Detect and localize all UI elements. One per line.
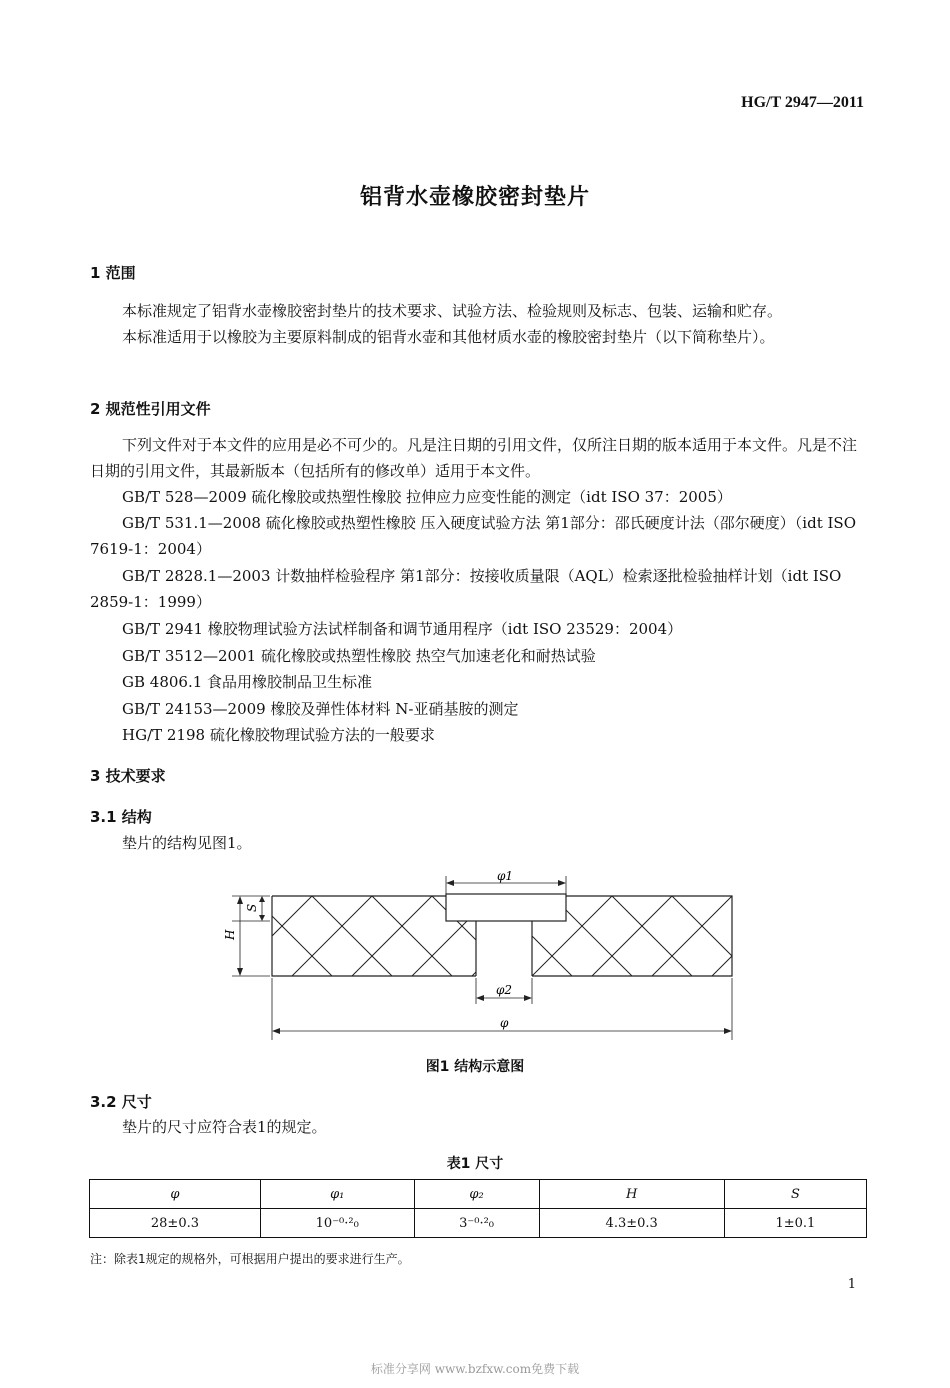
figure-caption: 图1 结构示意图 [425, 1059, 525, 1075]
ref-item: GB/T 24153—2009 橡胶及弹性体材料 N-亚硝基胺的测定 [122, 700, 519, 718]
section-2-heading: 2 规范性引用文件 [90, 400, 211, 418]
table-header-cell: φ₁ [260, 1180, 414, 1209]
document-title: 铝背水壶橡胶密封垫片 [359, 185, 590, 210]
table-header-cell: H [539, 1180, 724, 1209]
table-cell: 4.3±0.3 [539, 1209, 724, 1238]
table-cell: 1±0.1 [724, 1209, 866, 1238]
table-header-cell: φ₂ [414, 1180, 539, 1209]
table-header-cell: φ [90, 1180, 261, 1209]
section-1-para-2: 本标准适用于以橡胶为主要原料制成的铝背水壶和其他材质水壶的橡胶密封垫片（以下简称垫片）。 [122, 328, 775, 346]
section-3-1-para: 垫片的结构见图1。 [122, 834, 252, 852]
section-3-1-heading: 3.1 结构 [90, 808, 152, 826]
table-cell: 10⁻⁰·²₀ [260, 1209, 414, 1238]
ref-item: GB/T 528—2009 硫化橡胶或热塑性橡胶 拉伸应力应变性能的测定（idt ISO 37：2005） [122, 488, 732, 506]
section-3-2-heading: 3.2 尺寸 [90, 1093, 152, 1111]
table-cell: 3⁻⁰·²₀ [414, 1209, 539, 1238]
section-2-para-1: 下列文件对于本文件的应用是必不可少的。凡是注日期的引用文件，仅所注日期的版本适用于本文件。凡是不注日期的引用文件，其最新版本（包括所有的修改单）适用于本文件。 [90, 436, 858, 480]
table-header-cell: S [724, 1180, 866, 1209]
section-3-heading: 3 技术要求 [90, 767, 166, 785]
dim-label-phi2: φ2 [496, 983, 513, 997]
ref-item: GB/T 531.1—2008 硫化橡胶或热塑性橡胶 压入硬度试验方法 第1部分：邵氏硬度计法（邵尔硬度）（idt ISO 7619-1：2004） [90, 514, 856, 558]
dimensions-table [89, 1179, 867, 1238]
ref-item: GB/T 3512—2001 硫化橡胶或热塑性橡胶 热空气加速老化和耐热试验 [122, 647, 596, 665]
table-cell: 28±0.3 [90, 1209, 261, 1238]
table-caption: 表1 尺寸 [446, 1156, 504, 1172]
dim-label-S: S [245, 903, 259, 912]
table-header-row [90, 1180, 867, 1209]
dim-label-H: H [223, 929, 237, 940]
table-row [90, 1209, 867, 1238]
footer-watermark: 标准分享网 www.bzfxw.com免费下载 [370, 1362, 580, 1376]
section-3-2-para: 垫片的尺寸应符合表1的规定。 [122, 1118, 327, 1136]
section-1-heading: 1 范围 [90, 264, 136, 282]
ref-item: GB/T 2828.1—2003 计数抽样检验程序 第1部分：按接收质量限（AQL）检索逐批检验抽样计划（idt ISO 2859-1：1999） [90, 567, 842, 611]
table-note: 注：除表1规定的规格外，可根据用户提出的要求进行生产。 [90, 1252, 410, 1266]
ref-item: GB/T 2941 橡胶物理试验方法试样制备和调节通用程序（idt ISO 23529：2004） [122, 620, 683, 638]
dim-label-phi: φ [500, 1016, 509, 1030]
ref-item: GB 4806.1 食品用橡胶制品卫生标准 [122, 673, 373, 691]
ref-item: HG/T 2198 硫化橡胶物理试验方法的一般要求 [122, 726, 435, 744]
standard-number: HG/T 2947—2011 [741, 94, 864, 111]
gasket-cross-section [232, 856, 812, 977]
dim-label-phi1: φ1 [497, 869, 514, 883]
page-number: 1 [847, 1277, 856, 1292]
section-1-para-1: 本标准规定了铝背水壶橡胶密封垫片的技术要求、试验方法、检验规则及标志、包装、运输和贮存。 [122, 302, 783, 320]
